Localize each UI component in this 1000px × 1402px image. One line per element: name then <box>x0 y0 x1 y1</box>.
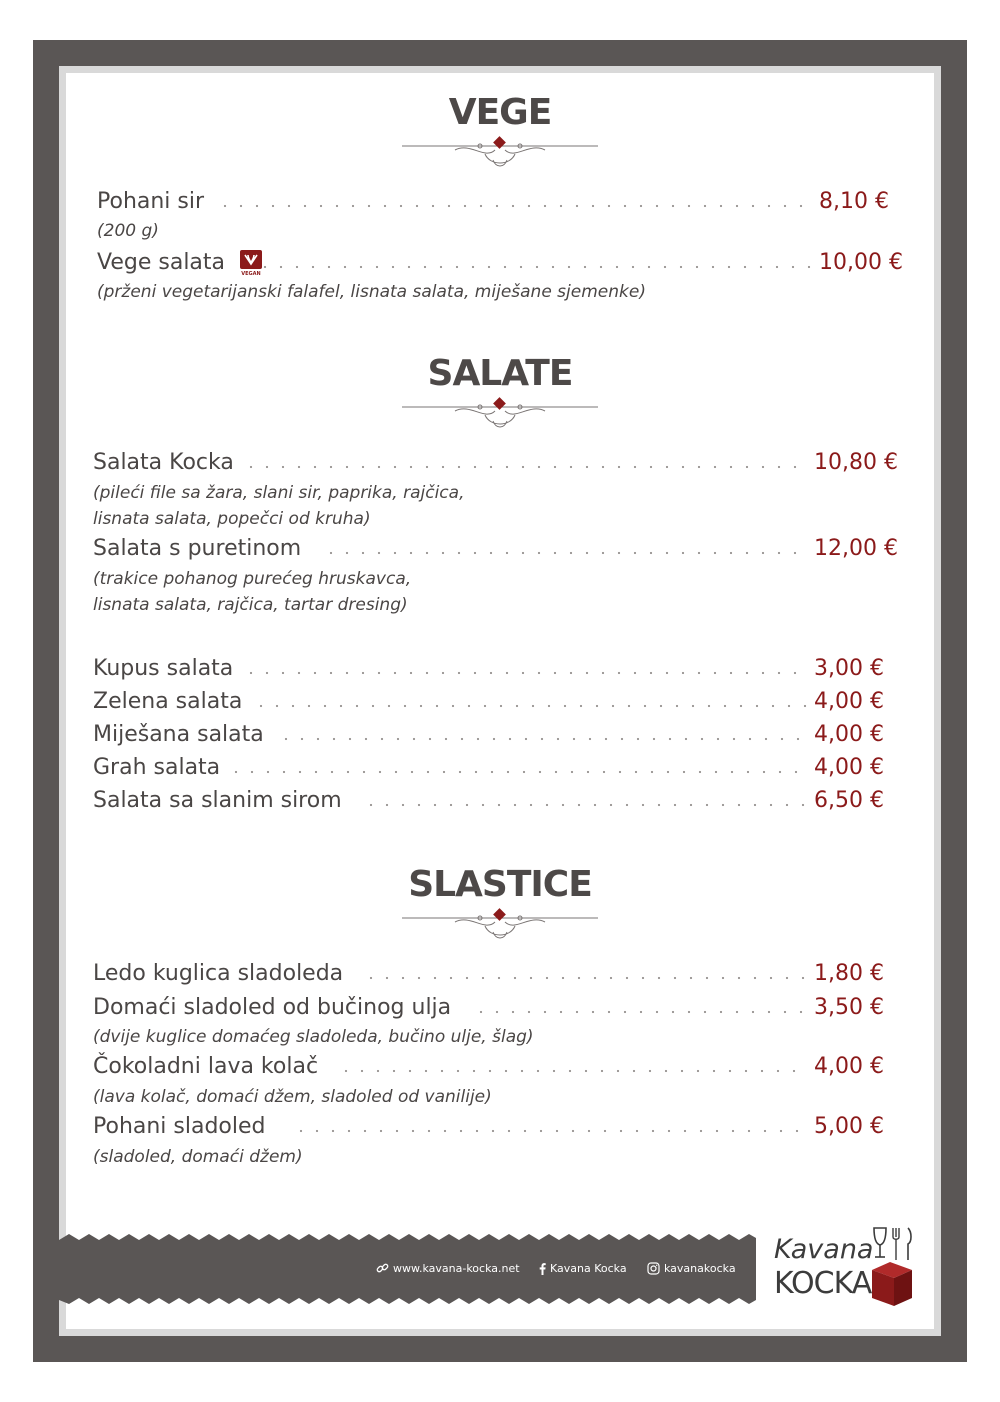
item-name: Pohani sir <box>97 186 208 218</box>
logo-text-kocka: KOCKA <box>774 1266 872 1301</box>
menu-item-zelena-salata <box>93 686 903 718</box>
item-name: Domaći sladoled od bučinog ulja <box>93 992 455 1024</box>
item-name: Salata sa slanim sirom <box>93 785 346 817</box>
leader-dots <box>363 976 808 980</box>
leader-dots <box>217 204 812 208</box>
leader-dots <box>228 770 808 774</box>
ornament-divider-icon <box>400 904 600 944</box>
menu-item-salata-kocka <box>93 447 903 479</box>
logo-cube-glass-cutlery-icon <box>866 1224 916 1308</box>
section-title-salate: SALATE <box>427 353 573 394</box>
item-name: Salata Kocka <box>93 447 238 479</box>
item-price: 12,00 € <box>814 536 898 561</box>
link-icon <box>376 1262 389 1275</box>
item-price: 4,00 € <box>814 755 884 780</box>
leader-dots <box>243 465 808 469</box>
leader-dots <box>473 1010 808 1014</box>
menu-item-salata-sa-slanim-sirom <box>93 785 903 817</box>
leader-dots <box>243 671 808 675</box>
item-price: 3,50 € <box>814 995 884 1020</box>
menu-item-pohani-sladoled <box>93 1111 903 1143</box>
item-price: 4,00 € <box>814 689 884 714</box>
item-price: 8,10 € <box>819 189 889 214</box>
leader-dots <box>278 737 808 741</box>
menu-item-grah-salata <box>93 752 903 784</box>
item-name: Salata s puretinom <box>93 533 305 565</box>
menu-item-kupus-salata <box>93 653 903 685</box>
item-description: (dvije kuglice domaćeg sladoleda, bučino ulje, šlag) <box>93 1027 534 1047</box>
instagram-icon <box>647 1262 660 1275</box>
item-price: 6,50 € <box>814 788 884 813</box>
ornament-divider-icon <box>400 132 600 172</box>
footer-website-link[interactable]: www.kavana-kocka.net <box>393 1262 520 1275</box>
item-description: (lava kolač, domaći džem, sladoled od vanilije) <box>93 1087 492 1107</box>
footer-instagram-link[interactable]: kavanakocka <box>664 1262 736 1275</box>
item-name: Čokoladni lava kolač <box>93 1051 322 1083</box>
item-description: lisnata salata, popečci od kruha) <box>93 509 371 529</box>
item-name: Kupus salata <box>93 653 237 685</box>
facebook-icon <box>536 1262 549 1275</box>
item-price: 10,80 € <box>814 450 898 475</box>
leader-dots <box>338 1069 808 1073</box>
item-price: 5,00 € <box>814 1114 884 1139</box>
item-description: (sladoled, domaći džem) <box>93 1147 303 1167</box>
leader-dots <box>293 1129 808 1133</box>
menu-item-salata-s-puretinom <box>93 533 903 565</box>
menu-item-mijesana-salata <box>93 719 903 751</box>
leader-dots <box>257 265 812 269</box>
item-name: Zelena salata <box>93 686 246 718</box>
item-price: 3,00 € <box>814 656 884 681</box>
section-title-slastice: SLASTICE <box>408 864 592 905</box>
leader-dots <box>323 551 808 555</box>
item-description: lisnata salata, rajčica, tartar dresing) <box>93 595 408 615</box>
menu-item-vege-salata <box>97 247 907 279</box>
item-price: 4,00 € <box>814 722 884 747</box>
vegan-leaf-icon <box>240 250 262 276</box>
item-description: (200 g) <box>97 221 159 241</box>
item-price: 1,80 € <box>814 961 884 986</box>
item-name: Miješana salata <box>93 719 268 751</box>
ornament-divider-icon <box>400 393 600 433</box>
item-name: Grah salata <box>93 752 224 784</box>
leader-dots <box>363 803 808 807</box>
item-description: (trakice pohanog purećeg hruskavca, <box>93 569 412 589</box>
menu-item-pohani-sir <box>97 186 907 218</box>
vegan-badge-label: VEGAN <box>241 271 261 276</box>
item-description: (prženi vegetarijanski falafel, lisnata salata, miješane sjemenke) <box>97 282 646 302</box>
item-price: 4,00 € <box>814 1054 884 1079</box>
footer-facebook-link[interactable]: Kavana Kocka <box>550 1262 627 1275</box>
item-price: 10,00 € <box>819 250 903 275</box>
menu-item-ledo-kuglica <box>93 958 903 990</box>
item-name: Ledo kuglica sladoleda <box>93 958 347 990</box>
menu-item-domaci-sladoled <box>93 992 903 1024</box>
item-name: Vege salata <box>97 247 229 279</box>
logo-text-kavana: Kavana <box>774 1234 874 1265</box>
leader-dots <box>253 704 808 708</box>
section-title-vege: VEGE <box>448 92 552 133</box>
menu-item-cokoladni-lava-kolac <box>93 1051 903 1083</box>
item-description: (pileći file sa žara, slani sir, paprika, rajčica, <box>93 483 465 503</box>
item-name: Pohani sladoled <box>93 1111 270 1143</box>
